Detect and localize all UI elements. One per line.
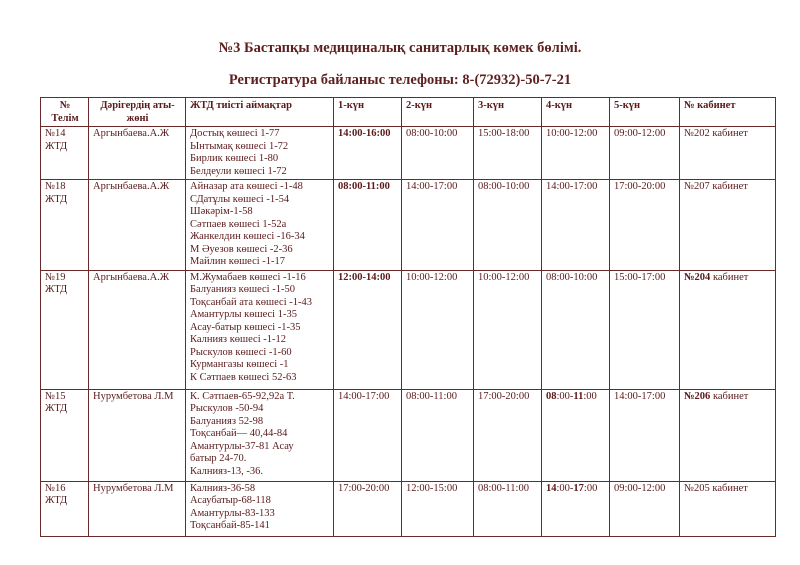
cell-doctor: Аргынбаева.А.Ж	[89, 127, 186, 180]
header-day3: 3-күн	[474, 98, 542, 127]
cell-cabinet	[680, 389, 776, 481]
cell-cabinet	[680, 270, 776, 389]
cell-day3: 15:00-18:00	[474, 127, 542, 180]
area-line: Амантурлы-83-133	[190, 507, 275, 519]
cell-day2: 08:00-11:00	[402, 389, 474, 481]
cabinet-label: кабинет	[710, 390, 749, 402]
cell-telim: №19 ЖТД	[41, 270, 89, 389]
area-line: СДатұлы көшесі -1-54	[190, 193, 290, 205]
area-line: Балуанияз көшесі -1-50	[190, 284, 295, 295]
cell-telim: №16 ЖТД	[41, 481, 89, 536]
area-line: Асаубатыр-68-118	[190, 495, 271, 506]
area-line: Калнияз-13, -36.	[190, 465, 263, 477]
schedule-table	[40, 97, 776, 537]
cell-day4: 14:00-17:00	[542, 180, 610, 271]
table-row	[41, 481, 776, 536]
area-line: К. Сәтпаев-65-92,92а Т.	[190, 390, 295, 402]
day4-start-hour: 14	[546, 482, 557, 494]
cell-areas	[186, 180, 334, 271]
header-cabinet: № кабинет	[680, 98, 776, 127]
area-line: Тоқсанбай ата көшесі -1-43	[190, 296, 312, 308]
area-line: Рыскулов көшесі -1-60	[190, 346, 292, 358]
cell-day2: 14:00-17:00	[402, 180, 474, 271]
table-row	[41, 270, 776, 389]
area-line: Бирлик көшесі 1-80	[190, 153, 279, 164]
cell-cabinet: №205 кабинет	[680, 481, 776, 536]
day4-sep: :00-	[556, 482, 574, 494]
area-line: Амантурлы-37-81 Асау	[190, 440, 294, 452]
area-line: М.Жумабаев көшесі -1-16	[190, 271, 306, 283]
area-line: Балуанияз 52-98	[190, 415, 264, 427]
cell-day5: 15:00-17:00	[610, 270, 680, 389]
area-line: Жанкелдин көшесі -16-34	[190, 231, 305, 242]
area-line: Белдеули көшесі 1-72	[190, 165, 287, 177]
page-title: №3 Бастапқы медициналық санитарлық көмек бөлімі.	[218, 40, 582, 56]
cell-cabinet: №202 кабинет	[680, 127, 776, 180]
cell-day4	[542, 389, 610, 481]
cell-day1: 08:00-11:00	[334, 180, 402, 271]
day4-end-hour: 17	[573, 482, 584, 494]
cell-day4	[542, 481, 610, 536]
header-day5: 5-күн	[610, 98, 680, 127]
cell-day2: 12:00-15:00	[402, 481, 474, 536]
table-row	[41, 180, 776, 271]
cell-cabinet: №207 кабинет	[680, 180, 776, 271]
cell-telim: №14 ЖТД	[41, 127, 89, 180]
header-day2: 2-күн	[402, 98, 474, 127]
cell-day1: 17:00-20:00	[334, 481, 402, 536]
cell-areas	[186, 270, 334, 389]
table-row	[41, 389, 776, 481]
cell-doctor: Аргынбаева.А.Ж	[89, 270, 186, 389]
day4-sep: :00-	[556, 390, 574, 402]
area-line: Достық көшесі 1-77	[190, 128, 280, 139]
cell-day1: 12:00-14:00	[334, 270, 402, 389]
area-line: Ынтымақ көшесі 1-72	[190, 140, 289, 152]
cell-areas	[186, 389, 334, 481]
cell-day5: 14:00-17:00	[610, 389, 680, 481]
area-line: Калнияз-36-58	[190, 482, 256, 494]
cabinet-number: №204	[684, 271, 711, 283]
day4-end-min: :00	[583, 390, 597, 402]
registry-phone: Регистратура байланыс телефоны: 8-(72932)-50-7-21	[228, 72, 572, 88]
cell-doctor: Аргынбаева.А.Ж	[89, 180, 186, 271]
cell-day2: 08:00-10:00	[402, 127, 474, 180]
area-line: Айназар ата көшесі -1-48	[190, 181, 303, 192]
cell-telim: №15 ЖТД	[41, 389, 89, 481]
cell-day3: 08:00-11:00	[474, 481, 542, 536]
cell-telim: №18 ЖТД	[41, 180, 89, 271]
cabinet-label: кабинет	[710, 271, 749, 283]
cell-doctor: Нурумбетова Л.М	[89, 389, 186, 481]
area-line: батыр 24-70.	[190, 453, 247, 464]
area-line: Калнияз көшесі -1-12	[190, 334, 287, 345]
cell-areas	[186, 481, 334, 536]
area-line: М Әуезов көшесі -2-36	[190, 243, 293, 255]
cell-day1: 14:00-17:00	[334, 389, 402, 481]
area-line: Тоқсанбай— 40,44-84	[190, 428, 288, 439]
area-line: Майлин көшесі -1-17	[190, 256, 286, 267]
table-header-row	[41, 98, 776, 127]
cell-day4: 10:00-12:00	[542, 127, 610, 180]
area-line: Сәтпаев көшесі 1-52а	[190, 218, 287, 230]
table-row	[41, 127, 776, 180]
cell-doctor: Нурумбетова Л.М	[89, 481, 186, 536]
cell-day5: 17:00-20:00	[610, 180, 680, 271]
header-doctor: Дәрігердің аты-жөні	[89, 98, 186, 127]
header-telim: № Телім	[41, 98, 89, 127]
day4-end-min: :00	[583, 482, 598, 494]
cell-day4: 08:00-10:00	[542, 270, 610, 389]
header-day4: 4-күн	[542, 98, 610, 127]
cell-day3: 08:00-10:00	[474, 180, 542, 271]
area-line: Амантурлы көшесі 1-35	[190, 309, 297, 320]
area-line: К Сәтпаев көшесі 52-63	[190, 371, 297, 383]
cell-day2: 10:00-12:00	[402, 270, 474, 389]
day4-start-hour: 08	[546, 390, 557, 402]
cell-day3: 10:00-12:00	[474, 270, 542, 389]
cell-day1: 14:00-16:00	[334, 127, 402, 180]
area-line: Курмангазы көшесі -1	[190, 359, 289, 370]
cell-day3: 17:00-20:00	[474, 389, 542, 481]
header-day1: 1-күн	[334, 98, 402, 127]
day4-end-hour: 11	[573, 390, 584, 402]
header-areas: ЖТД тиісті аймақтар	[186, 98, 334, 127]
area-line: Тоқсанбай-85-141	[190, 520, 270, 531]
area-line: Асау-батыр көшесі -1-35	[190, 321, 301, 333]
area-line: Рыскулов -50-94	[190, 403, 264, 414]
cell-day5: 09:00-12:00	[610, 127, 680, 180]
cell-areas	[186, 127, 334, 180]
area-line: Шәкәрім-1-58	[190, 206, 253, 217]
cell-day5: 09:00-12:00	[610, 481, 680, 536]
cabinet-number: №206	[684, 390, 711, 402]
